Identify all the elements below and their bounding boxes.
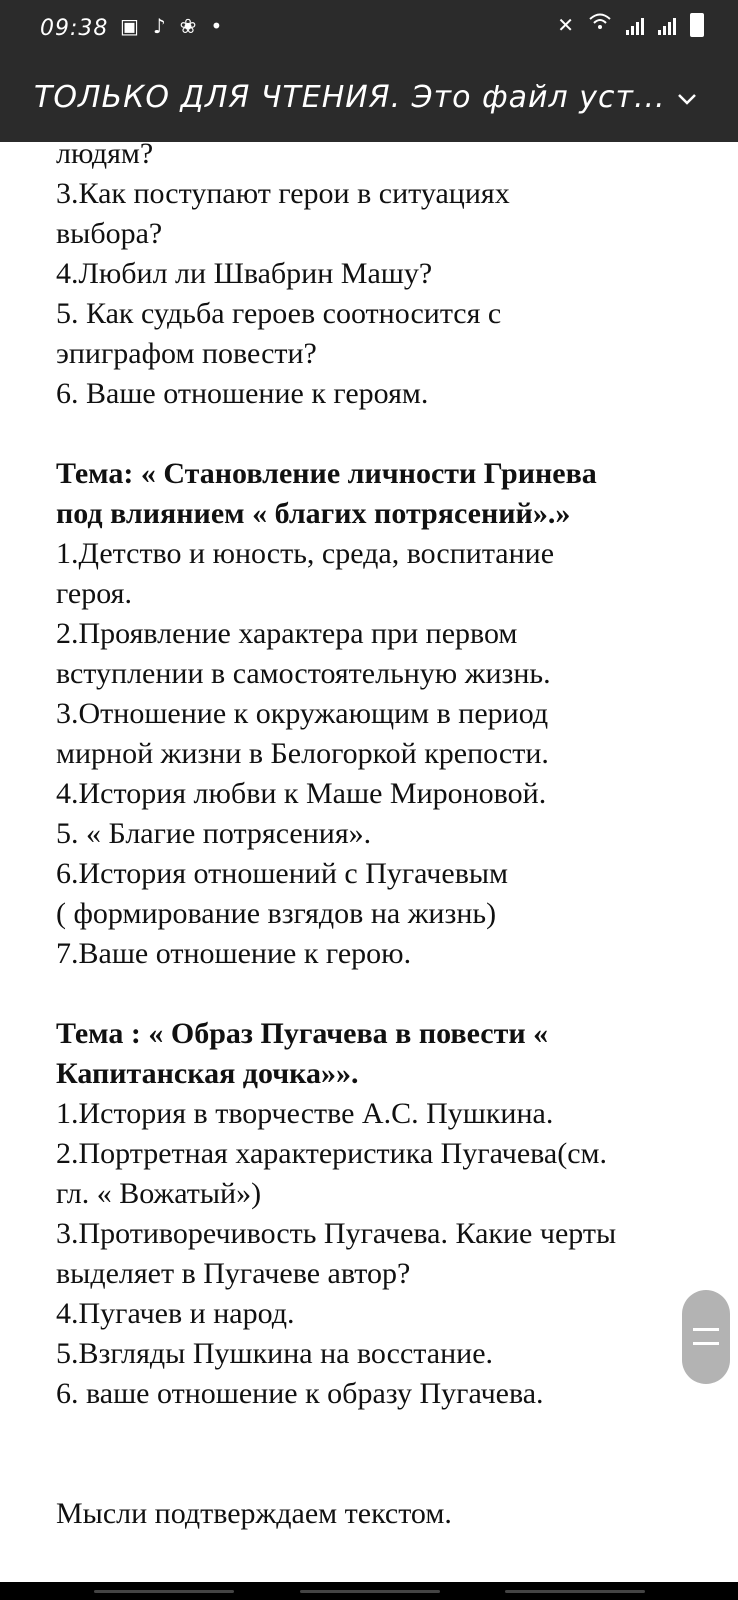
scroll-handle[interactable] xyxy=(682,1290,730,1384)
text-line: 6. ваше отношение к образу Пугачева. xyxy=(56,1377,544,1410)
spacer xyxy=(56,1414,686,1494)
nav-recents-button[interactable] xyxy=(505,1590,645,1593)
text-line: эпиграфом повести? xyxy=(56,337,317,370)
gallery-icon: ▣ xyxy=(120,14,139,38)
pinwheel-icon: ❀ xyxy=(179,14,197,38)
chevron-down-icon[interactable] xyxy=(672,84,702,114)
status-right-icons xyxy=(557,12,704,37)
status-bar xyxy=(0,0,738,58)
text-line: выбора? xyxy=(56,217,163,250)
document-title: ТОЛЬКО ДЛЯ ЧТЕНИЯ. Это файл уст... xyxy=(34,80,666,115)
text-line: вступлении в самостоятельную жизнь. xyxy=(56,657,551,690)
spacer xyxy=(56,974,686,1014)
text-line: 2.Портретная характеристика Пугачева(см. xyxy=(56,1137,608,1170)
text-line: 2.Проявление характера при первом xyxy=(56,617,518,650)
nav-home-button[interactable] xyxy=(300,1590,440,1593)
text-line: гл. « Вожатый») xyxy=(56,1177,262,1210)
text-line: выделяет в Пугачеве автор? xyxy=(56,1257,411,1290)
text-line: 4.Любил ли Швабрин Машу? xyxy=(56,257,433,290)
text-line: 6.История отношений с Пугачевым xyxy=(56,857,509,890)
text-line: 1.Детство и юность, среда, воспитание xyxy=(56,537,555,570)
navigation-bar xyxy=(0,1582,738,1600)
text-line: 1.История в творчестве А.С. Пушкина. xyxy=(56,1097,554,1130)
text-line: 3.Как поступают герои в ситуациях xyxy=(56,177,510,210)
text-line: 4.История любви к Маше Мироновой. xyxy=(56,777,547,810)
battery-icon xyxy=(690,13,704,37)
app-header xyxy=(0,58,738,142)
status-left-icons xyxy=(120,14,222,38)
wifi-icon xyxy=(588,12,612,37)
signal-icon xyxy=(658,15,676,35)
text-line: героя. xyxy=(56,577,132,610)
text-line: 6. Ваше отношение к героям. xyxy=(56,377,429,410)
text-line: 5. « Благие потрясения». xyxy=(56,817,372,850)
topic-heading: Капитанская дочка»». xyxy=(56,1057,359,1090)
text-line: 7.Ваше отношение к герою. xyxy=(56,937,412,970)
topic-heading: под влиянием « благих потрясений».» xyxy=(56,497,571,530)
text-line: 5. Как судьба героев соотносится с xyxy=(56,297,502,330)
text-line: мирной жизни в Белогоркой крепости. xyxy=(56,737,549,770)
topic-heading: Тема : « Образ Пугачева в повести « xyxy=(56,1017,549,1050)
text-line: 3.Отношение к окружающим в период xyxy=(56,697,549,730)
mute-icon: ✕ xyxy=(557,12,574,37)
text-line: ( формирование взгядов на жизнь) xyxy=(56,897,497,930)
text-line: 5.Взгляды Пушкина на восстание. xyxy=(56,1337,494,1370)
tiktok-icon: ♪ xyxy=(152,14,166,38)
text-line: людям? xyxy=(56,137,154,170)
signal-icon xyxy=(626,15,644,35)
spacer xyxy=(56,414,686,454)
closing-line: Мысли подтверждаем текстом. xyxy=(56,1497,452,1530)
status-time: 09:38 xyxy=(40,16,109,41)
nav-back-button[interactable] xyxy=(94,1590,234,1593)
text-line: 4.Пугачев и народ. xyxy=(56,1297,295,1330)
document-body xyxy=(56,134,686,1534)
text-line: 3.Противоречивость Пугачева. Какие черты xyxy=(56,1217,617,1250)
topic-heading: Тема: « Становление личности Гринева xyxy=(56,457,597,490)
dot-icon: • xyxy=(210,14,223,38)
